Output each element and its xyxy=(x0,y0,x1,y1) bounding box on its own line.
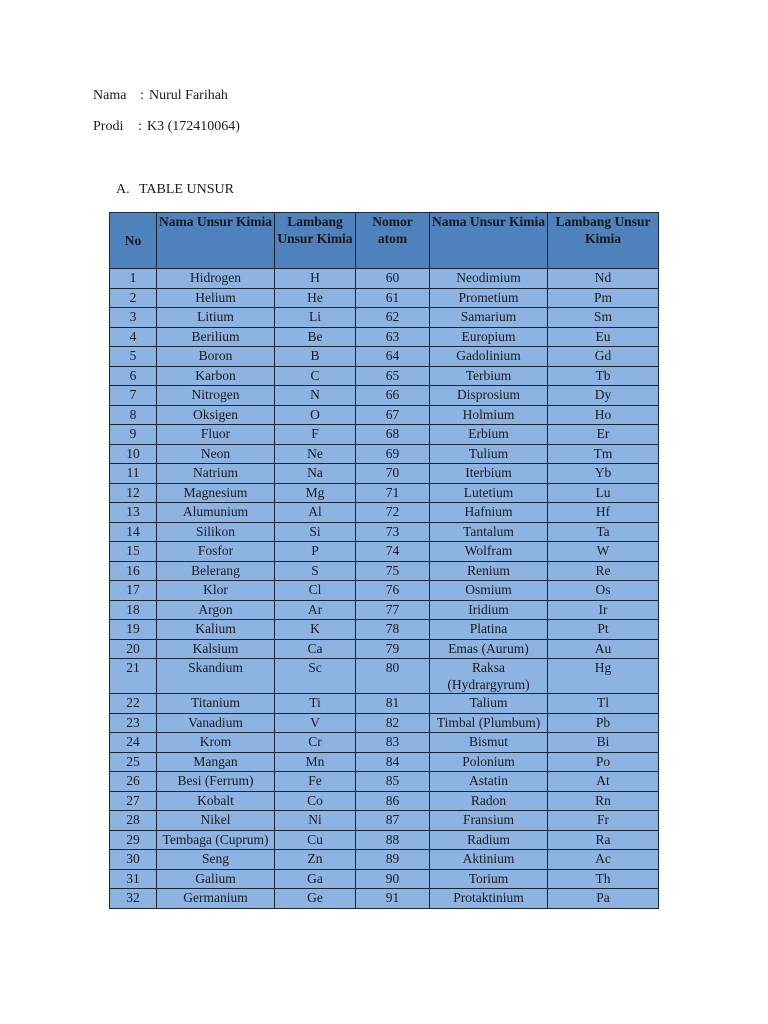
atomic-number-cell: 74 xyxy=(356,542,430,562)
element-symbol-cell-2: Pb xyxy=(548,713,659,733)
row-number-cell: 5 xyxy=(110,347,157,367)
element-symbol-cell: Si xyxy=(275,522,356,542)
element-name-cell-2: Tantalum xyxy=(430,522,548,542)
element-symbol-cell-2: Th xyxy=(548,869,659,889)
row-number-cell: 20 xyxy=(110,639,157,659)
element-symbol-cell-2: Tm xyxy=(548,444,659,464)
atomic-number-cell: 63 xyxy=(356,327,430,347)
row-number-cell: 9 xyxy=(110,425,157,445)
row-number-cell: 30 xyxy=(110,850,157,870)
table-row xyxy=(110,639,659,659)
element-symbol-cell: Al xyxy=(275,503,356,523)
element-symbol-cell: Zn xyxy=(275,850,356,870)
element-name-cell: Litium xyxy=(157,308,275,328)
atomic-number-cell: 85 xyxy=(356,772,430,792)
atomic-number-cell: 61 xyxy=(356,288,430,308)
element-name-cell: Fosfor xyxy=(157,542,275,562)
atomic-number-cell: 81 xyxy=(356,694,430,714)
element-name-cell-2: Disprosium xyxy=(430,386,548,406)
row-number-cell: 24 xyxy=(110,733,157,753)
element-name-cell: Fluor xyxy=(157,425,275,445)
element-name-cell: Nitrogen xyxy=(157,386,275,406)
col-header-element-name-2: Nama Unsur Kimia xyxy=(430,213,548,269)
element-name-cell-2: Radium xyxy=(430,830,548,850)
element-symbol-cell-2: Rn xyxy=(548,791,659,811)
element-symbol-cell-2: Ho xyxy=(548,405,659,425)
element-symbol-cell-2: Fr xyxy=(548,811,659,831)
row-number-cell: 3 xyxy=(110,308,157,328)
element-symbol-cell-2: Ir xyxy=(548,600,659,620)
element-symbol-cell-2: Nd xyxy=(548,269,659,289)
atomic-number-cell: 71 xyxy=(356,483,430,503)
element-name-cell: Besi (Ferrum) xyxy=(157,772,275,792)
table-row xyxy=(110,503,659,523)
table-row xyxy=(110,327,659,347)
table-row xyxy=(110,791,659,811)
element-name-cell-2: Hafnium xyxy=(430,503,548,523)
element-name-cell: Skandium xyxy=(157,659,275,694)
element-symbol-cell: O xyxy=(275,405,356,425)
element-symbol-cell: Sc xyxy=(275,659,356,694)
element-symbol-cell: Ar xyxy=(275,600,356,620)
element-name-cell: Boron xyxy=(157,347,275,367)
element-name-cell-2: Emas (Aurum) xyxy=(430,639,548,659)
element-table xyxy=(109,212,659,909)
element-name-cell-2: Osmium xyxy=(430,581,548,601)
element-symbol-cell: Cu xyxy=(275,830,356,850)
atomic-number-cell: 64 xyxy=(356,347,430,367)
table-row xyxy=(110,347,659,367)
element-name-cell: Berilium xyxy=(157,327,275,347)
element-name-cell-2: Prometium xyxy=(430,288,548,308)
element-name-cell: Mangan xyxy=(157,752,275,772)
section-heading xyxy=(116,181,234,199)
element-name-cell-2: Protaktinium xyxy=(430,889,548,909)
element-symbol-cell-2: Tb xyxy=(548,366,659,386)
row-number-cell: 12 xyxy=(110,483,157,503)
row-number-cell: 23 xyxy=(110,713,157,733)
table-row xyxy=(110,850,659,870)
atomic-number-cell: 62 xyxy=(356,308,430,328)
element-symbol-cell-2: W xyxy=(548,542,659,562)
prodi-value: K3 (172410064) xyxy=(147,119,240,134)
element-name-cell-2: Europium xyxy=(430,327,548,347)
atomic-number-cell: 83 xyxy=(356,733,430,753)
element-symbol-cell: N xyxy=(275,386,356,406)
element-symbol-cell: Ge xyxy=(275,889,356,909)
element-symbol-cell-2: Pm xyxy=(548,288,659,308)
element-name-cell-2: Torium xyxy=(430,869,548,889)
element-name-cell-2: Raksa (Hydrargyrum) xyxy=(430,659,548,694)
element-name-cell: Tembaga (Cuprum) xyxy=(157,830,275,850)
element-symbol-cell-2: Hf xyxy=(548,503,659,523)
table-row xyxy=(110,713,659,733)
element-symbol-cell: Co xyxy=(275,791,356,811)
element-symbol-cell: He xyxy=(275,288,356,308)
col-header-element-symbol-2: Lambang Unsur Kimia xyxy=(548,213,659,269)
table-row xyxy=(110,659,659,694)
element-symbol-cell: Cl xyxy=(275,581,356,601)
prodi-colon: : xyxy=(138,119,142,134)
row-number-cell: 22 xyxy=(110,694,157,714)
atomic-number-cell: 84 xyxy=(356,752,430,772)
row-number-cell: 13 xyxy=(110,503,157,523)
element-symbol-cell-2: Pa xyxy=(548,889,659,909)
element-symbol-cell-2: At xyxy=(548,772,659,792)
element-name-cell: Galium xyxy=(157,869,275,889)
element-name-cell-2: Erbium xyxy=(430,425,548,445)
atomic-number-cell: 65 xyxy=(356,366,430,386)
element-symbol-cell-2: Ta xyxy=(548,522,659,542)
table-row xyxy=(110,386,659,406)
row-number-cell: 11 xyxy=(110,464,157,484)
element-symbol-cell: Mg xyxy=(275,483,356,503)
element-symbol-cell: S xyxy=(275,561,356,581)
element-name-cell: Karbon xyxy=(157,366,275,386)
element-name-cell-2: Timbal (Plumbum) xyxy=(430,713,548,733)
element-symbol-cell: C xyxy=(275,366,356,386)
element-symbol-cell: Be xyxy=(275,327,356,347)
element-table-header xyxy=(110,213,659,269)
element-name-cell-2: Gadolinium xyxy=(430,347,548,367)
element-symbol-cell: K xyxy=(275,620,356,640)
row-number-cell: 27 xyxy=(110,791,157,811)
element-symbol-cell: P xyxy=(275,542,356,562)
table-row xyxy=(110,542,659,562)
element-symbol-cell: Ni xyxy=(275,811,356,831)
row-number-cell: 6 xyxy=(110,366,157,386)
name-value: Nurul Farihah xyxy=(149,88,228,103)
element-name-cell-2: Wolfram xyxy=(430,542,548,562)
table-row xyxy=(110,869,659,889)
table-row xyxy=(110,772,659,792)
atomic-number-cell: 87 xyxy=(356,811,430,831)
col-header-element-name: Nama Unsur Kimia xyxy=(157,213,275,269)
element-symbol-cell: Ti xyxy=(275,694,356,714)
element-symbol-cell: Ga xyxy=(275,869,356,889)
element-symbol-cell-2: Er xyxy=(548,425,659,445)
row-number-cell: 1 xyxy=(110,269,157,289)
element-name-cell: Argon xyxy=(157,600,275,620)
table-row xyxy=(110,483,659,503)
element-symbol-cell-2: Po xyxy=(548,752,659,772)
row-number-cell: 19 xyxy=(110,620,157,640)
element-symbol-cell: Mn xyxy=(275,752,356,772)
row-number-cell: 4 xyxy=(110,327,157,347)
element-name-cell: Titanium xyxy=(157,694,275,714)
element-symbol-cell-2: Tl xyxy=(548,694,659,714)
element-name-cell: Nikel xyxy=(157,811,275,831)
atomic-number-cell: 89 xyxy=(356,850,430,870)
row-number-cell: 15 xyxy=(110,542,157,562)
element-name-cell-2: Terbium xyxy=(430,366,548,386)
element-name-cell: Kalsium xyxy=(157,639,275,659)
element-name-cell-2: Polonium xyxy=(430,752,548,772)
atomic-number-cell: 80 xyxy=(356,659,430,694)
atomic-number-cell: 76 xyxy=(356,581,430,601)
element-name-cell: Silikon xyxy=(157,522,275,542)
element-name-cell: Neon xyxy=(157,444,275,464)
element-name-cell: Vanadium xyxy=(157,713,275,733)
element-symbol-cell: Ca xyxy=(275,639,356,659)
table-row xyxy=(110,811,659,831)
atomic-number-cell: 82 xyxy=(356,713,430,733)
element-name-cell-2: Aktinium xyxy=(430,850,548,870)
table-row xyxy=(110,366,659,386)
table-row xyxy=(110,288,659,308)
element-name-cell-2: Platina xyxy=(430,620,548,640)
atomic-number-cell: 79 xyxy=(356,639,430,659)
atomic-number-cell: 68 xyxy=(356,425,430,445)
row-number-cell: 26 xyxy=(110,772,157,792)
element-symbol-cell-2: Re xyxy=(548,561,659,581)
prodi-label: Prodi xyxy=(93,119,124,134)
element-symbol-cell-2: Yb xyxy=(548,464,659,484)
table-row xyxy=(110,600,659,620)
section-title: TABLE UNSUR xyxy=(139,182,234,197)
element-symbol-cell: Na xyxy=(275,464,356,484)
element-symbol-cell-2: Dy xyxy=(548,386,659,406)
element-name-cell-2: Talium xyxy=(430,694,548,714)
row-number-cell: 17 xyxy=(110,581,157,601)
row-number-cell: 18 xyxy=(110,600,157,620)
table-row xyxy=(110,425,659,445)
element-table-body xyxy=(110,269,659,909)
element-symbol-cell-2: Ac xyxy=(548,850,659,870)
table-row xyxy=(110,405,659,425)
element-name-cell-2: Iterbium xyxy=(430,464,548,484)
element-name-cell: Seng xyxy=(157,850,275,870)
element-symbol-cell: V xyxy=(275,713,356,733)
element-name-cell-2: Astatin xyxy=(430,772,548,792)
table-row xyxy=(110,694,659,714)
atomic-number-cell: 66 xyxy=(356,386,430,406)
element-name-cell: Natrium xyxy=(157,464,275,484)
element-name-cell-2: Renium xyxy=(430,561,548,581)
element-name-cell: Alumunium xyxy=(157,503,275,523)
element-symbol-cell: Fe xyxy=(275,772,356,792)
element-name-cell-2: Fransium xyxy=(430,811,548,831)
atomic-number-cell: 60 xyxy=(356,269,430,289)
element-symbol-cell-2: Gd xyxy=(548,347,659,367)
table-row xyxy=(110,620,659,640)
table-row xyxy=(110,581,659,601)
element-name-cell-2: Iridium xyxy=(430,600,548,620)
row-number-cell: 16 xyxy=(110,561,157,581)
row-number-cell: 10 xyxy=(110,444,157,464)
element-symbol-cell-2: Eu xyxy=(548,327,659,347)
element-name-cell-2: Neodimium xyxy=(430,269,548,289)
row-number-cell: 31 xyxy=(110,869,157,889)
atomic-number-cell: 73 xyxy=(356,522,430,542)
row-number-cell: 21 xyxy=(110,659,157,694)
element-name-cell: Krom xyxy=(157,733,275,753)
atomic-number-cell: 75 xyxy=(356,561,430,581)
element-name-cell: Belerang xyxy=(157,561,275,581)
element-name-cell-2: Holmium xyxy=(430,405,548,425)
element-symbol-cell-2: Hg xyxy=(548,659,659,694)
element-symbol-cell: Li xyxy=(275,308,356,328)
row-number-cell: 2 xyxy=(110,288,157,308)
atomic-number-cell: 72 xyxy=(356,503,430,523)
study-program-line xyxy=(93,118,240,136)
name-label: Nama xyxy=(93,88,127,103)
name-colon: : xyxy=(140,88,144,103)
element-name-cell-2: Radon xyxy=(430,791,548,811)
section-marker: A. xyxy=(116,182,130,197)
element-symbol-cell-2: Pt xyxy=(548,620,659,640)
table-row xyxy=(110,830,659,850)
atomic-number-cell: 78 xyxy=(356,620,430,640)
element-symbol-cell-2: Bi xyxy=(548,733,659,753)
table-row xyxy=(110,444,659,464)
element-name-cell-2: Bismut xyxy=(430,733,548,753)
element-name-cell: Oksigen xyxy=(157,405,275,425)
element-name-cell: Helium xyxy=(157,288,275,308)
col-header-atomic-number: Nomor atom xyxy=(356,213,430,269)
element-name-cell: Magnesium xyxy=(157,483,275,503)
col-header-element-symbol: Lambang Unsur Kimia xyxy=(275,213,356,269)
element-symbol-cell: B xyxy=(275,347,356,367)
atomic-number-cell: 91 xyxy=(356,889,430,909)
element-name-cell: Kalium xyxy=(157,620,275,640)
element-symbol-cell: Ne xyxy=(275,444,356,464)
element-name-cell: Hidrogen xyxy=(157,269,275,289)
element-symbol-cell: Cr xyxy=(275,733,356,753)
col-header-no: No xyxy=(110,213,157,269)
table-row xyxy=(110,464,659,484)
element-symbol-cell: F xyxy=(275,425,356,445)
element-name-cell-2: Samarium xyxy=(430,308,548,328)
element-name-cell: Germanium xyxy=(157,889,275,909)
row-number-cell: 14 xyxy=(110,522,157,542)
row-number-cell: 28 xyxy=(110,811,157,831)
element-name-cell-2: Lutetium xyxy=(430,483,548,503)
atomic-number-cell: 90 xyxy=(356,869,430,889)
element-symbol-cell-2: Ra xyxy=(548,830,659,850)
element-symbol-cell-2: Os xyxy=(548,581,659,601)
table-row xyxy=(110,308,659,328)
atomic-number-cell: 70 xyxy=(356,464,430,484)
element-symbol-cell-2: Sm xyxy=(548,308,659,328)
table-row xyxy=(110,522,659,542)
element-symbol-cell: H xyxy=(275,269,356,289)
table-row xyxy=(110,752,659,772)
table-row xyxy=(110,561,659,581)
element-name-cell: Kobalt xyxy=(157,791,275,811)
row-number-cell: 25 xyxy=(110,752,157,772)
table-row xyxy=(110,269,659,289)
row-number-cell: 8 xyxy=(110,405,157,425)
atomic-number-cell: 86 xyxy=(356,791,430,811)
atomic-number-cell: 88 xyxy=(356,830,430,850)
atomic-number-cell: 67 xyxy=(356,405,430,425)
element-name-cell: Klor xyxy=(157,581,275,601)
header-row xyxy=(110,213,659,269)
student-name-line xyxy=(93,87,228,105)
row-number-cell: 7 xyxy=(110,386,157,406)
atomic-number-cell: 77 xyxy=(356,600,430,620)
element-symbol-cell-2: Au xyxy=(548,639,659,659)
table-row xyxy=(110,889,659,909)
element-name-cell-2: Tulium xyxy=(430,444,548,464)
row-number-cell: 32 xyxy=(110,889,157,909)
table-row xyxy=(110,733,659,753)
element-symbol-cell-2: Lu xyxy=(548,483,659,503)
atomic-number-cell: 69 xyxy=(356,444,430,464)
row-number-cell: 29 xyxy=(110,830,157,850)
